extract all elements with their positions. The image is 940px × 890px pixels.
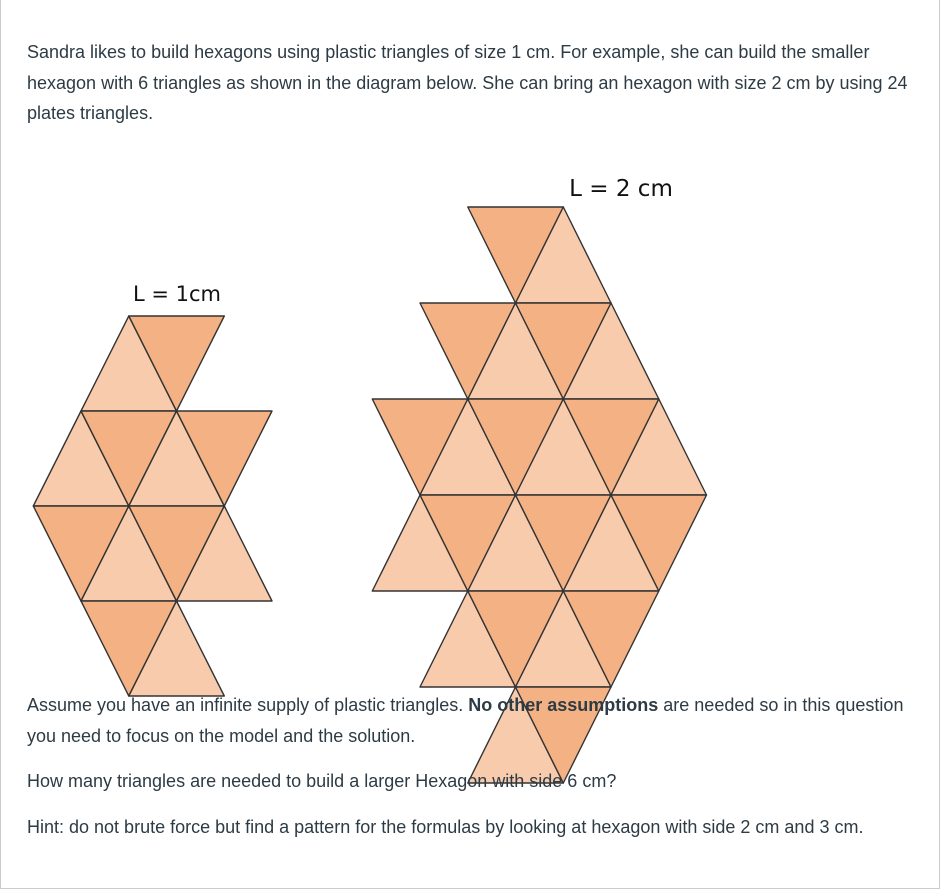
small-hexagon — [33, 316, 272, 696]
intro-paragraph: Sandra likes to build hexagons using plastic triangles of size 1 cm. For example, she can build the smaller hexagon with 6 triangles as shown in the diagram below. She can bring an hexagon with size 2 cm by using 24 plates triangles. — [27, 42, 908, 123]
assumption-emphasis: No other assumptions — [468, 695, 659, 715]
small-hexagon-label: L = 1cm — [132, 282, 222, 306]
assumption-paragraph — [27, 690, 917, 751]
assumption-text: Assume you have an infinite supply of plastic triangles. — [27, 695, 469, 715]
large-hexagon-label: L = 2 cm — [569, 176, 673, 202]
question-paragraph: How many triangles are needed to build a larger Hexagon with side 6 cm? — [27, 771, 617, 791]
assumption-text-end: are needed so in this question you need to focus on the model and the solution. — [27, 695, 904, 746]
hint-paragraph: Hint: do not brute force but find a pattern for the formulas by looking at hexagon with side 2 cm and 3 cm. — [27, 817, 864, 837]
